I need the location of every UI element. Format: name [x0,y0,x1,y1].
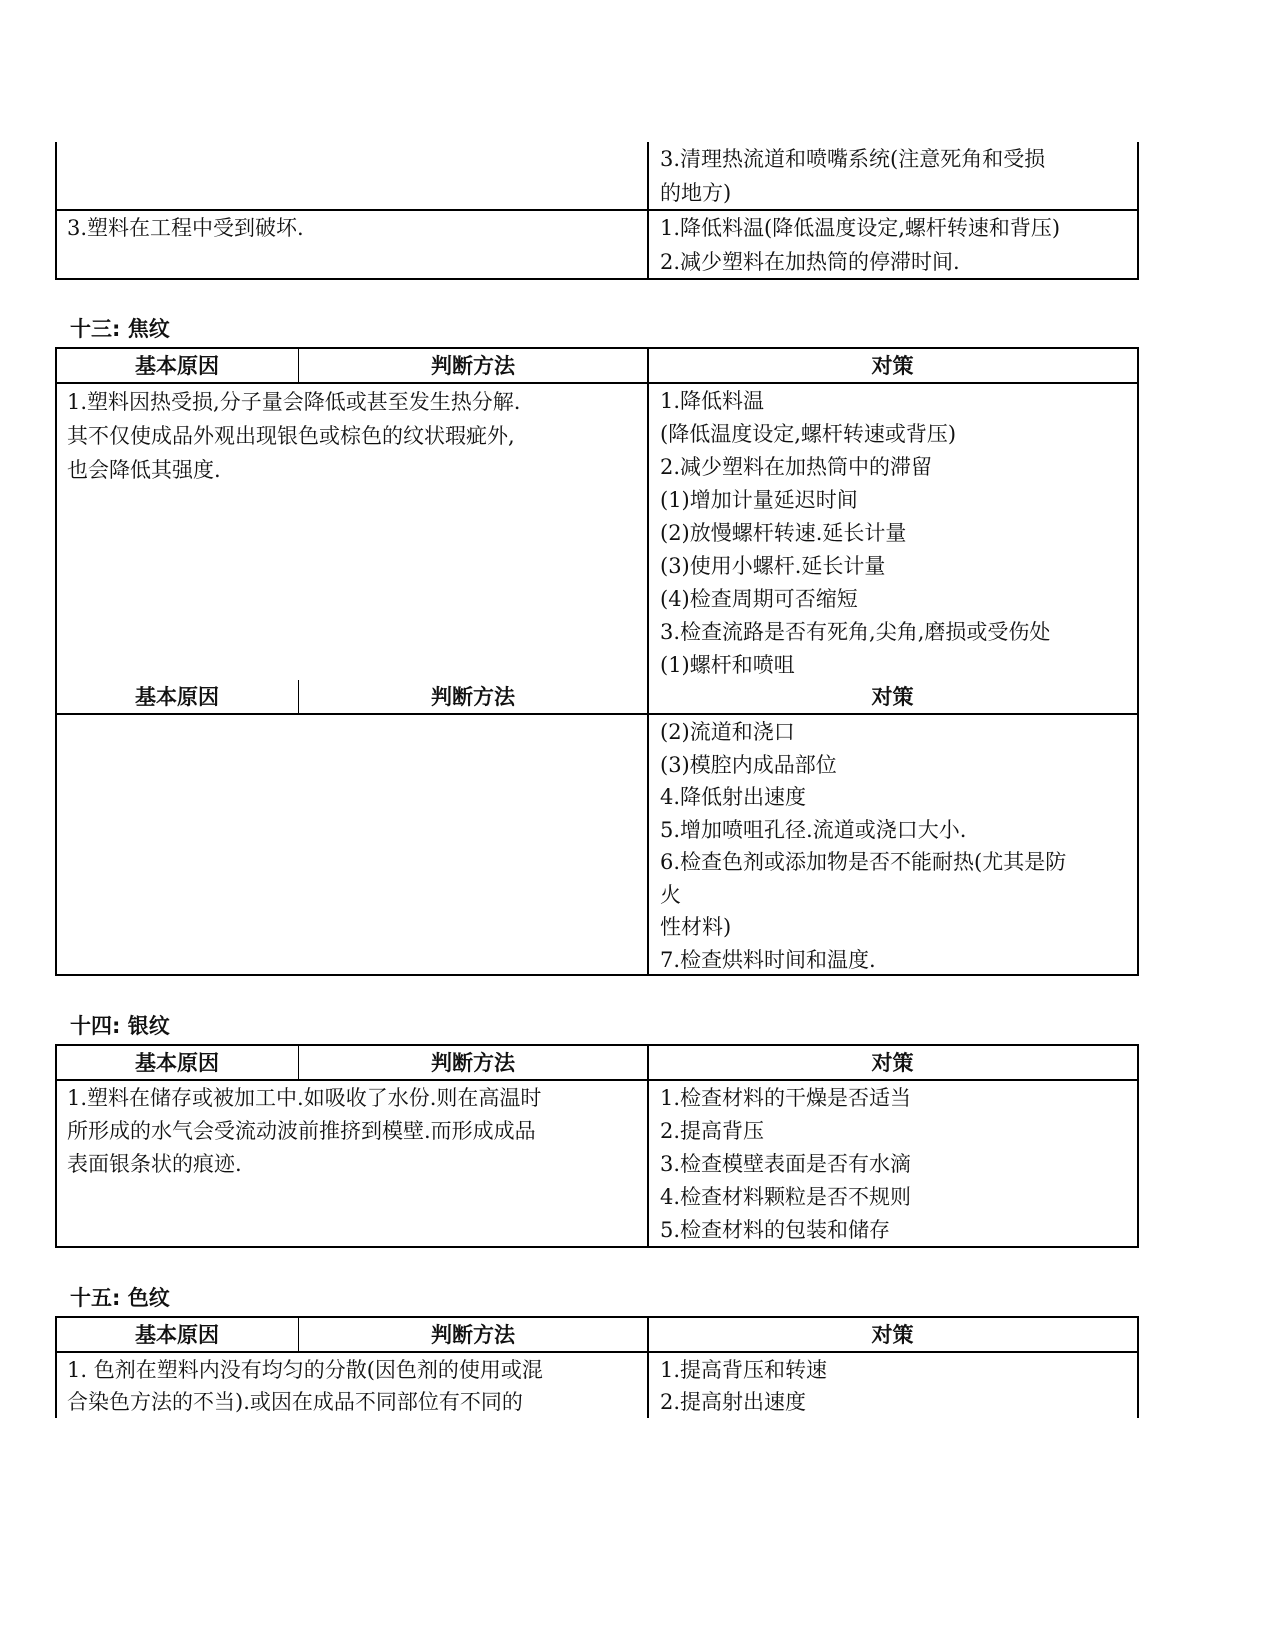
table-border-right [1137,1316,1139,1418]
text-line: 表面银条状的痕迹. [67,1152,242,1176]
table-border-left [55,347,57,976]
header-cause: 基本原因 [135,1051,219,1075]
text-line: 的地方) [660,181,732,205]
text-line: 6.检查色剂或添加物是否不能耐热(尤其是防 [660,850,1067,874]
text-line: (1)增加计量延迟时间 [660,488,858,512]
table-border-bottom [55,1246,1139,1248]
text-line: 2.提高背压 [660,1119,765,1143]
cause-cell [67,1354,543,1418]
text-line: 5.检查材料的包装和储存 [660,1218,891,1242]
countermeasure-cell [660,1354,827,1418]
text-line: 性材料) [660,915,732,939]
text-line: (3)模腔内成品部位 [660,752,837,777]
text-line: 也会降低其强度. [67,458,221,482]
countermeasure-cell [660,716,1066,976]
section-title: 十三: 焦纹 [70,317,170,341]
cause-cell [67,1082,541,1181]
text-line: 1.降低料温 [660,389,765,413]
header-method: 判断方法 [431,1051,515,1075]
text-line: (3)使用小螺杆.延长计量 [660,554,886,578]
table-column-divider [647,142,649,280]
text-line: 4.降低射出速度 [660,785,807,809]
text-line: 1.降低料温(降低温度设定,螺杆转速和背压) [660,216,1061,240]
text-line: 1.提高背压和转速 [660,1358,828,1382]
text-line: (2)流道和浇口 [660,720,795,744]
cause-cell [67,211,304,245]
section-title: 十四: 银纹 [70,1014,170,1038]
header-countermeasure: 对策 [871,1051,914,1075]
countermeasure-cell [660,142,1045,210]
header-countermeasure: 对策 [871,354,914,378]
text-line: 1.塑料因热受损,分子量会降低或甚至发生热分解. [67,390,521,414]
header-cause: 基本原因 [135,685,219,709]
header-cause: 基本原因 [135,354,219,378]
text-line: 1.塑料在储存或被加工中.如吸收了水份.则在高温时 [67,1086,542,1110]
text-line: 其不仅使成品外观出现银色或棕色的纹状瑕疵外, [67,424,515,448]
cause-cell [67,385,520,487]
text-line: 1.检查材料的干燥是否适当 [660,1086,912,1110]
text-line: (2)放慢螺杆转速.延长计量 [660,521,907,545]
text-line: 3.清理热流道和喷嘴系统(注意死角和受损 [660,147,1046,171]
header-cause: 基本原因 [135,1323,219,1347]
text-line: 2.减少塑料在加热筒中的滞留 [660,455,933,479]
table-border-right [1137,142,1139,280]
text-line: (4)检查周期可否缩短 [660,587,858,611]
countermeasure-cell [660,385,1050,682]
text-line: 合染色方法的不当).或因在成品不同部位有不同的 [67,1390,523,1414]
text-line: 1. 色剂在塑料内没有均匀的分散(因色剂的使用或混 [67,1358,543,1382]
countermeasure-cell [660,1082,911,1247]
table-border-right [1137,347,1139,976]
text-line: 所形成的水气会受流动波前推挤到模壁.而形成成品 [67,1119,536,1143]
header-countermeasure: 对策 [871,685,914,709]
text-line: 2.提高射出速度 [660,1390,807,1414]
text-line: 4.检查材料颗粒是否不规则 [660,1185,912,1209]
header-method: 判断方法 [431,354,515,378]
table-border-left [55,142,57,280]
header-method: 判断方法 [431,685,515,709]
table-border-right [1137,1044,1139,1248]
text-line: 3.塑料在工程中受到破坏. [67,216,304,240]
countermeasure-cell [660,211,1060,279]
text-line: 5.增加喷咀孔径.流道或浇口大小. [660,817,967,842]
text-line: 3.检查模壁表面是否有水滴 [660,1152,912,1176]
text-line: 火 [660,882,681,907]
header-countermeasure: 对策 [871,1323,914,1347]
table-column-divider [647,347,649,976]
text-line: (降低温度设定,螺杆转速或背压) [660,422,957,446]
header-method: 判断方法 [431,1323,515,1347]
text-line: 2.减少塑料在加热筒的停滞时间. [660,250,960,274]
text-line: 7.检查烘料时间和温度. [660,947,876,972]
text-line: 3.检查流路是否有死角,尖角,磨损或受伤处 [660,620,1051,644]
section-title: 十五: 色纹 [70,1286,170,1310]
text-line: (1)螺杆和喷咀 [660,653,795,677]
